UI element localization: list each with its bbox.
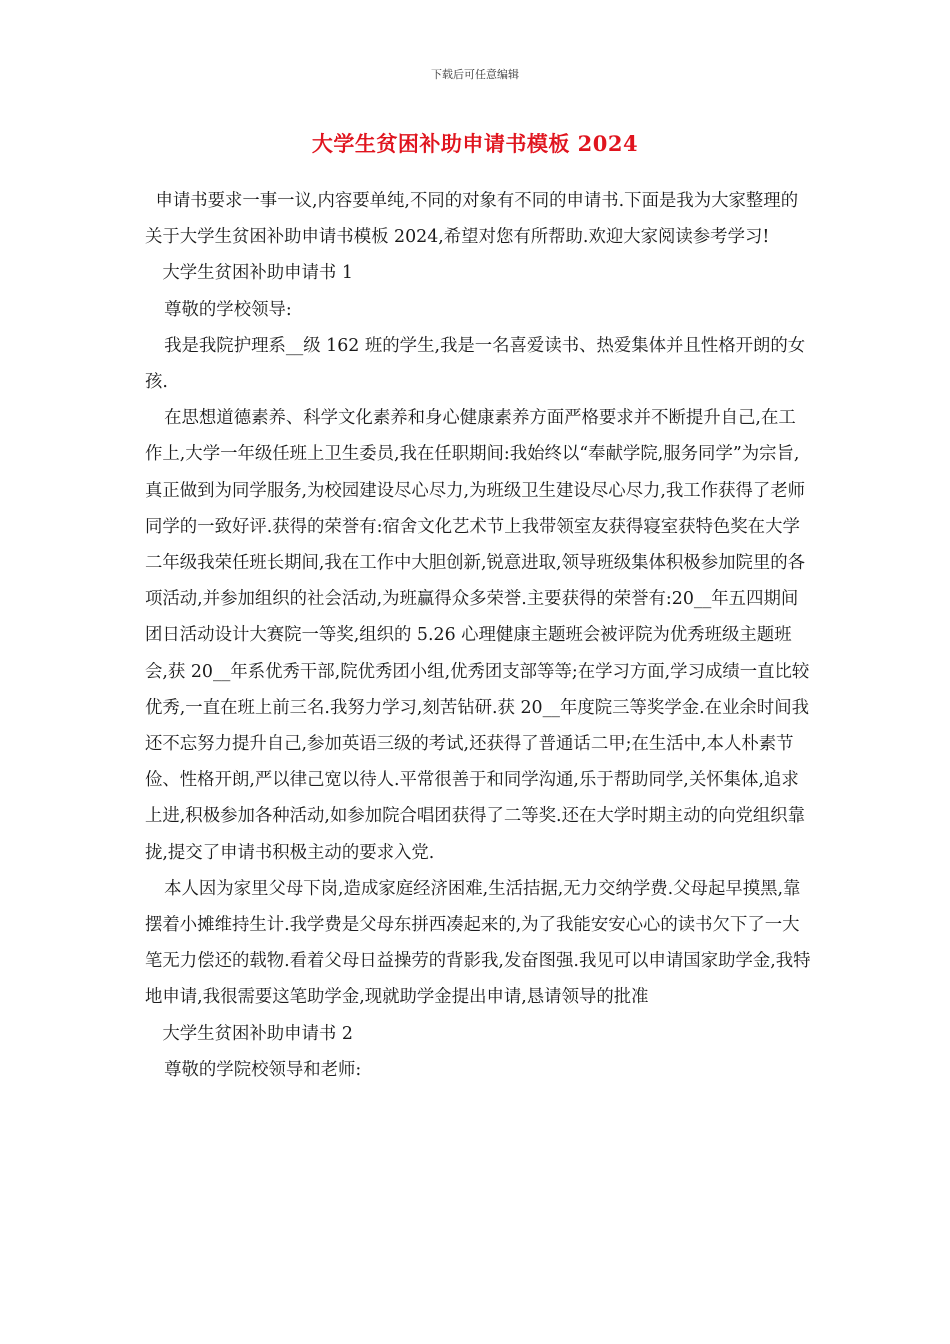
document-body <box>145 183 813 1088</box>
header-note: 下载后可任意编辑 <box>431 68 519 81</box>
salutation-2: 尊敬的学院校领导和老师: <box>164 1059 362 1080</box>
body-paragraph: 本人因为家里父母下岗,造成家庭经济困难,生活拮据,无力交纳学费.父母起早摸黑,靠摆着小摊维持生计.我学费是父母东拼西凑起来的,为了我能安安心心的读书欠下了一大笔无力偿还的载物.看着父母日益操劳的背影我,发奋图强.我见可以申请国家助学金,我特地申请,我很需要这笔助学金,现就助学金提出申请,恳请领导的批准 <box>145 878 811 1008</box>
document-title: 大学生贫困补助申请书模板 2024 <box>311 131 639 156</box>
section-heading-1: 大学生贫困补助申请书 1 <box>162 263 353 284</box>
section-heading-2: 大学生贫困补助申请书 2 <box>162 1023 353 1044</box>
body-paragraph: 在思想道德素养、科学文化素养和身心健康素养方面严格要求并不断提升自己,在工作上,大学一年级任班上卫生委员,我在任职期间:我始终以“奉献学院,服务同学”为宗旨,真正做到为同学服务,为校园建设尽心尽力,为班级卫生建设尽心尽力,我工作获得了老师同学的一致好评.获得的荣誉有:宿舍文化艺术节上我带领室友获得寝室获特色奖在大学二年级我荣任班长期间,我在工作中大胆创新,锐意进取,领导班级集体积极参加院里的各项活动,并参加组织的社会活动,为班赢得众多荣誉.主要获得的荣誉有:20__年五四期间团日活动设计大赛院一等奖,组织的 5.26 心理健康主题班会被评院为优秀班级主题班会,获 20__年系优秀干部,院优秀团小组,优秀团支部等等;在学习方面,学习成绩一直比较优秀,一直在班上前三名.我努力学习,刻苦钻研.获 20__年度院三等奖学金.在业余时间我还不忘努力提升自己,参加英语三级的考试,还获得了普通话二甲;在生活中,本人朴素节俭、性格开朗,严以律己宽以待人.平常很善于和同学沟通,乐于帮助同学,关怀集体,追求上进,积极参加各种活动,如参加院合唱团获得了二等奖.还在大学时期主动的向党组织靠拢,提交了申请书积极主动的要求入党. <box>145 408 810 863</box>
body-paragraph: 我是我院护理系__级 162 班的学生,我是一名喜爱读书、热爱集体并且性格开朗的女孩. <box>145 335 806 393</box>
salutation-1: 尊敬的学校领导: <box>164 299 292 320</box>
intro-paragraph: 申请书要求一事一议,内容要单纯,不同的对象有不同的申请书.下面是我为大家整理的关于大学生贫困补助申请书模板 2024,希望对您有所帮助.欢迎大家阅读参考学习! <box>145 191 799 248</box>
